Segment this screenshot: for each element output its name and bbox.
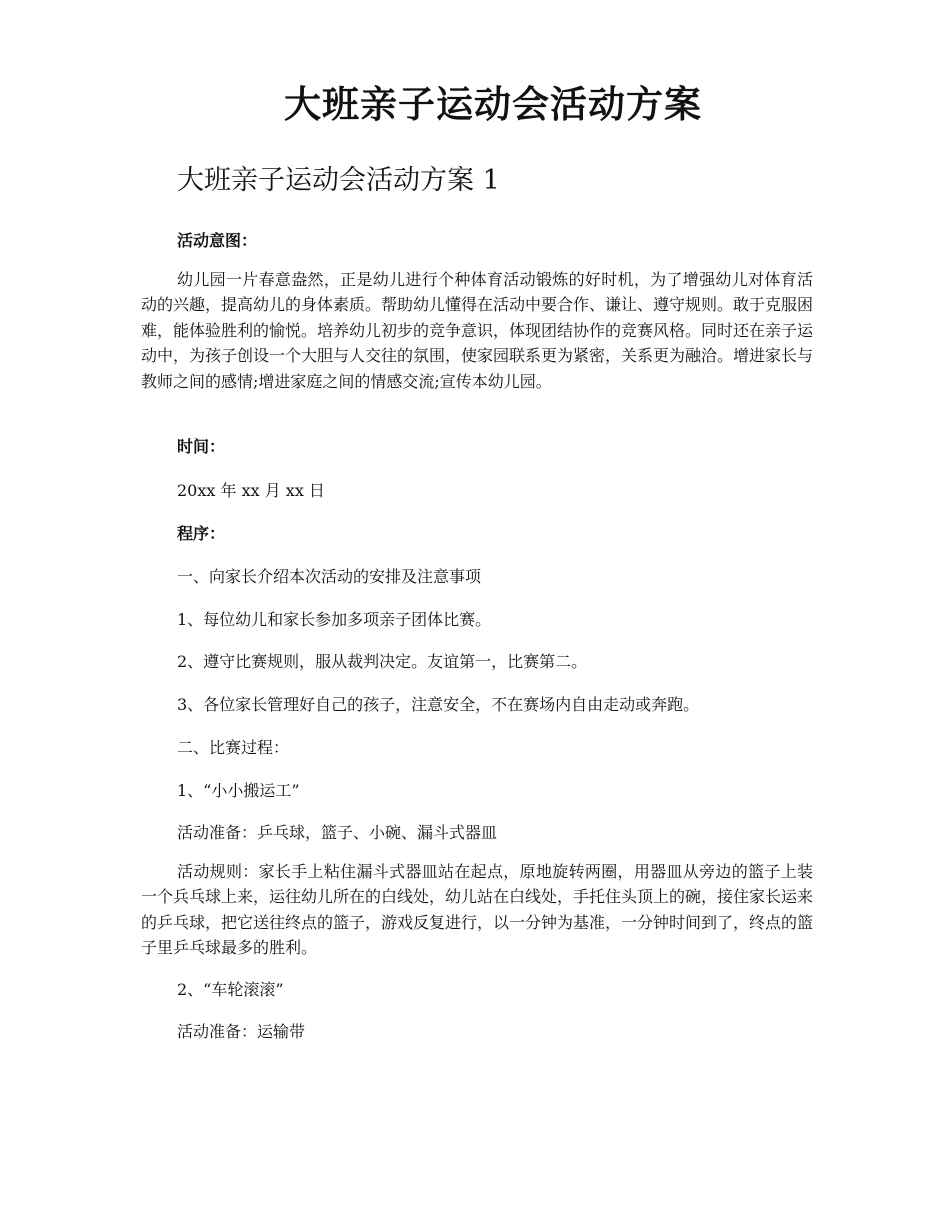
intent-paragraph: 幼儿园一片春意盎然，正是幼儿进行个种体育活动锻炼的好时机，为了增强幼儿对体育活动的兴趣，提高幼儿的身体素质。帮助幼儿懂得在活动中要合作、谦让、遵守规则。敢于克服困难，能体验胜利的愉悦。培养幼儿初步的竞争意识，体现团结协作的竞赛风格。同时还在亲子运动中，为孩子创设一个大胆与人交往的氛围，使家园联系更为紧密，关系更为融洽。增进家长与教师之间的感情;增进家庭之间的情感交流;宣传本幼儿园。 [141, 270, 814, 391]
list-item: 1、每位幼儿和家长参加多项亲子团体比赛。 [177, 610, 492, 629]
game1-rules-paragraph: 活动规则：家长手上粘住漏斗式器皿站在起点，原地旋转两圈，用器皿从旁边的篮子上装一个兵乓球上来，运往幼儿所在的白线处，幼儿站在白线处，手托住头顶上的碗，接住家长运来的乒乓球，把它送往终点的篮子，游戏反复进行，以一分钟为基准，一分钟时间到了，终点的篮子里乒乓球最多的胜利。 [141, 862, 814, 958]
time-label: 时间： [177, 437, 226, 456]
program-label: 程序： [177, 524, 226, 543]
step2-heading: 二、比赛过程： [177, 738, 290, 757]
section-heading: 大班亲子运动会活动方案 1 [177, 165, 500, 196]
list-item: 2、遵守比赛规则，服从裁判决定。友谊第一，比赛第二。 [177, 652, 588, 671]
game2-title: 2、“车轮滚滚” [177, 980, 284, 999]
game1-title: 1、“小小搬运工” [177, 781, 300, 800]
intent-label: 活动意图： [177, 231, 258, 250]
game1-preparation: 活动准备：乒乓球，篮子、小碗、漏斗式器皿 [177, 823, 498, 842]
document-title: 大班亲子运动会活动方案 [284, 82, 702, 126]
list-item: 3、各位家长管理好自己的孩子，注意安全，不在赛场内自由走动或奔跑。 [177, 695, 700, 714]
step1-heading: 一、向家长介绍本次活动的安排及注意事项 [177, 567, 482, 586]
time-value: 20xx 年 xx 月 xx 日 [177, 481, 325, 500]
game2-preparation: 活动准备：运输带 [177, 1022, 306, 1041]
